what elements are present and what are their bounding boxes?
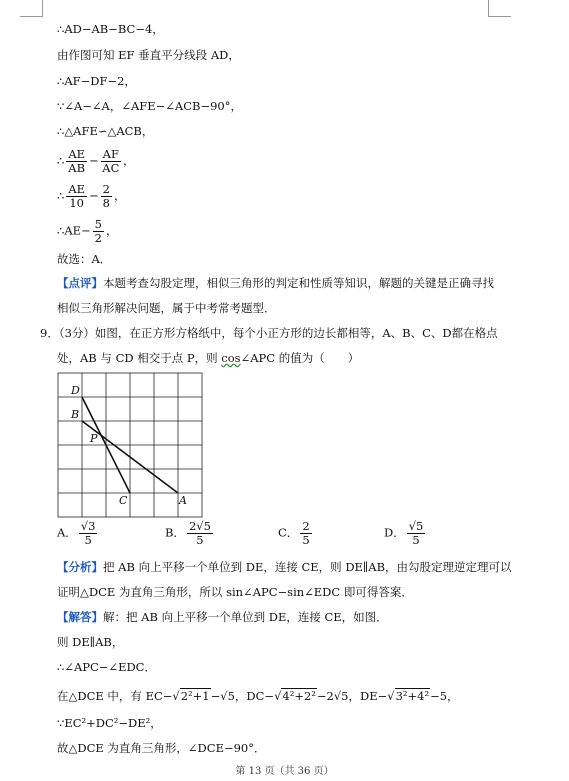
line-8 bbox=[57, 218, 117, 245]
line-5: ∴△AFE∽△ACB， bbox=[57, 124, 154, 138]
radical-3: 3²+4² bbox=[395, 689, 430, 703]
corner-mark-left bbox=[20, 0, 43, 17]
answer-line-2: 则 DE∥AB， bbox=[57, 635, 124, 649]
label-a: A bbox=[179, 494, 187, 507]
a4-mid1: −√5，DC− bbox=[210, 689, 275, 703]
grid-figure bbox=[57, 372, 217, 525]
line-6 bbox=[57, 148, 134, 175]
frac-den: AB bbox=[68, 161, 86, 175]
frac-den: AC bbox=[102, 161, 120, 175]
line-7 bbox=[57, 183, 126, 210]
answer-text-1: 解：把 AB 向上平移一个单位到 DE，连接 CE，如图． bbox=[103, 610, 388, 624]
answer-line-3: ∴∠APC−∠EDC． bbox=[57, 660, 156, 674]
punct: ， bbox=[105, 223, 118, 238]
radical-2: 4²+2² bbox=[282, 689, 316, 703]
fraction-ae-ab bbox=[66, 148, 87, 175]
line-8-prefix: ∴AE− bbox=[57, 223, 91, 238]
line-9: 故选：A． bbox=[57, 252, 112, 266]
q9-text-c: ∠APC 的值为（ ） bbox=[240, 351, 360, 365]
analysis-text-1: 把 AB 向上平移一个单位到 DE，连接 CE，则 DE∥AB，由勾股定理逆定理可以 bbox=[103, 560, 512, 574]
option-a-fraction bbox=[79, 520, 98, 547]
analysis-line-1 bbox=[57, 560, 512, 574]
frac-den: 8 bbox=[102, 196, 110, 210]
a4-pre: 在△DCE 中，有 EC− bbox=[57, 689, 173, 703]
frac-num: √3 bbox=[80, 519, 96, 533]
analysis-tag: 【分析】 bbox=[57, 560, 103, 574]
comment-text-1: 本题考查勾股定理，相似三角形的判定和性质等知识，解题的关键是正确寻找 bbox=[103, 276, 494, 290]
frac-num: 2√5 bbox=[188, 519, 211, 533]
frac-den: 5 bbox=[84, 533, 92, 547]
line-3: ∴AF−DF−2， bbox=[57, 74, 136, 88]
option-c[interactable] bbox=[278, 520, 314, 547]
label-c: C bbox=[119, 494, 128, 507]
grid-svg bbox=[57, 372, 217, 522]
frac-num: 5 bbox=[94, 217, 102, 231]
frac-den: 5 bbox=[196, 533, 204, 547]
fraction-5-2 bbox=[93, 218, 104, 245]
label-p: P bbox=[90, 432, 98, 445]
option-b[interactable] bbox=[165, 520, 215, 547]
answer-line-1 bbox=[57, 610, 388, 624]
question-9-line-2 bbox=[57, 351, 359, 365]
option-c-fraction bbox=[300, 520, 311, 547]
q9-cos: cos bbox=[221, 351, 241, 365]
page-footer: 第 13 页（共 36 页） bbox=[235, 766, 334, 777]
equals: − bbox=[89, 188, 99, 203]
analysis-line-2: 证明△DCE 为直角三角形，所以 sin∠APC−sin∠EDC 即可得答案． bbox=[57, 585, 413, 599]
comment-line-1 bbox=[57, 276, 494, 290]
option-letter: D． bbox=[384, 525, 405, 540]
frac-num: √5 bbox=[408, 519, 424, 533]
frac-den: 10 bbox=[69, 196, 84, 210]
comment-tag: 【点评】 bbox=[57, 276, 103, 290]
q9-text-a: 处，AB 与 CD 相交于点 P，则 bbox=[57, 351, 222, 365]
option-letter: B． bbox=[165, 525, 185, 540]
option-letter: C． bbox=[278, 525, 299, 540]
label-d: D bbox=[71, 384, 80, 397]
frac-num: 2 bbox=[102, 182, 110, 196]
frac-num: 2 bbox=[302, 519, 310, 533]
option-d[interactable] bbox=[384, 520, 427, 547]
line-1: ∴AD−AB−BC−4， bbox=[57, 22, 164, 36]
option-a[interactable] bbox=[57, 520, 99, 547]
answer-line-5: ∵EC²+DC²−DE²， bbox=[57, 716, 162, 730]
answer-tag: 【解答】 bbox=[57, 610, 103, 624]
comment-line-2: 相似三角形解决问题，属于中考常考题型． bbox=[57, 301, 276, 315]
frac-den: 5 bbox=[412, 533, 420, 547]
line-6-prefix: ∴ bbox=[57, 153, 65, 168]
fraction-af-ac bbox=[101, 148, 121, 175]
question-9-line-1: 9．（3分）如图，在正方形方格纸中，每个小正方形的边长都相等，A、B、C、D都在格点 bbox=[40, 326, 498, 340]
punct: ， bbox=[114, 188, 126, 203]
fraction-2-8 bbox=[101, 183, 112, 210]
radical-1: 2²+1 bbox=[180, 689, 210, 703]
option-d-fraction bbox=[407, 520, 426, 547]
punct: ， bbox=[122, 153, 135, 168]
label-b: B bbox=[71, 408, 80, 421]
frac-den: 2 bbox=[94, 231, 102, 245]
frac-num: AF bbox=[102, 147, 119, 161]
frac-den: 5 bbox=[302, 533, 310, 547]
frac-num: AE bbox=[68, 147, 86, 161]
answer-line-6: 故△DCE 为直角三角形，∠DCE−90°． bbox=[57, 741, 266, 755]
answer-line-4: 在△DCE 中，有 EC−√2²+1−√5，DC−√4²+2²−2√5，DE−√3²+4²−5， bbox=[57, 689, 459, 703]
option-b-fraction bbox=[187, 520, 213, 547]
frac-num: AE bbox=[68, 182, 86, 196]
a4-mid2: −2√5，DE− bbox=[316, 689, 388, 703]
fraction-ae-10 bbox=[66, 183, 87, 210]
equals: − bbox=[89, 153, 99, 168]
line-7-prefix: ∴ bbox=[57, 188, 65, 203]
line-2: 由作图可知 EF 垂直平分线段 AD， bbox=[57, 48, 240, 62]
a4-post: −5， bbox=[430, 689, 459, 703]
corner-mark-right bbox=[488, 0, 511, 17]
option-letter: A． bbox=[57, 525, 77, 540]
line-4: ∵∠A−∠A，∠AFE−∠ACB−90°， bbox=[57, 99, 242, 113]
